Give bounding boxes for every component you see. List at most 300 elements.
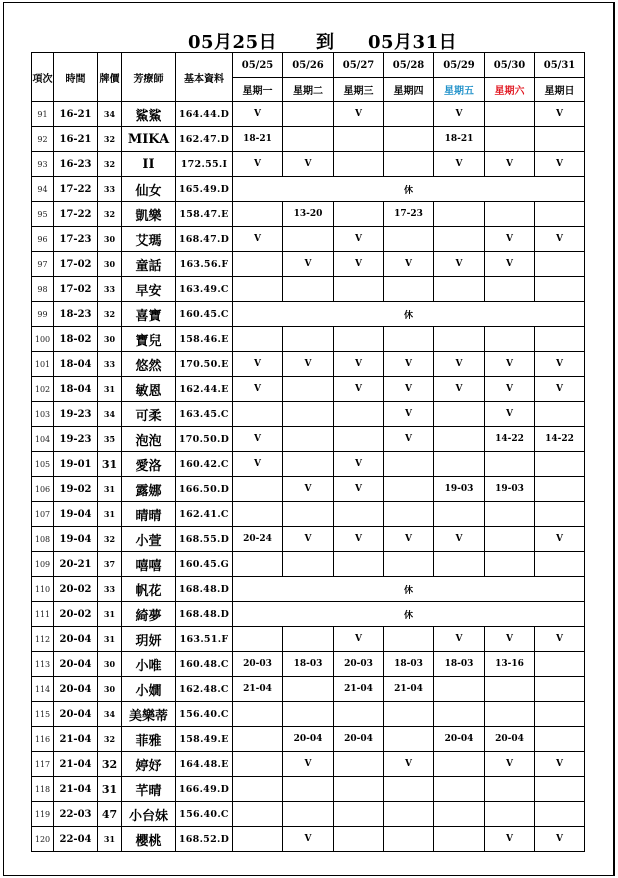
row-day-cell	[283, 402, 334, 427]
row-day-cell	[535, 727, 585, 752]
row-info: 168.55.D	[176, 527, 233, 552]
row-day-cell: V	[485, 402, 535, 427]
table-row	[32, 752, 585, 777]
row-seq: 116	[32, 727, 54, 752]
row-seq: 109	[32, 552, 54, 577]
row-day-cell: 21-04	[334, 677, 384, 702]
schedule-body	[32, 102, 585, 852]
row-rank: 31	[98, 377, 122, 402]
row-rank: 31	[98, 602, 122, 627]
row-day-cell	[384, 227, 434, 252]
schedule-header	[32, 53, 585, 102]
row-day-cell: V	[384, 352, 434, 377]
header-weekday: 星期一	[233, 78, 283, 102]
row-day-cell	[535, 252, 585, 277]
row-day-cell	[434, 777, 485, 802]
row-day-cell	[384, 502, 434, 527]
row-seq: 98	[32, 277, 54, 302]
row-day-cell	[485, 552, 535, 577]
row-day-cell	[434, 427, 485, 452]
row-day-cell	[535, 702, 585, 727]
row-day-cell: V	[233, 352, 283, 377]
row-day-cell: V	[334, 452, 384, 477]
row-day-cell: 18-03	[283, 652, 334, 677]
header-date: 05/29	[434, 53, 485, 78]
row-day-cell: V	[535, 152, 585, 177]
row-day-cell	[535, 652, 585, 677]
row-day-cell	[535, 552, 585, 577]
header-date: 05/25	[233, 53, 283, 78]
table-row	[32, 177, 585, 202]
row-time: 16-23	[54, 152, 98, 177]
header-weekday: 星期三	[334, 78, 384, 102]
row-day-cell: 21-04	[233, 677, 283, 702]
row-day-cell	[384, 327, 434, 352]
row-day-cell	[485, 277, 535, 302]
table-row	[32, 427, 585, 452]
table-row	[32, 702, 585, 727]
row-name: 晴晴	[122, 502, 176, 527]
row-day-cell	[233, 502, 283, 527]
row-day-cell: V	[283, 827, 334, 852]
row-day-cell	[535, 802, 585, 827]
row-day-cell	[485, 802, 535, 827]
row-seq: 115	[32, 702, 54, 727]
row-day-cell	[334, 127, 384, 152]
row-day-cell	[233, 402, 283, 427]
row-day-cell: V	[334, 252, 384, 277]
header-weekday: 星期二	[283, 78, 334, 102]
schedule-table	[31, 52, 585, 852]
row-time: 17-02	[54, 277, 98, 302]
row-day-cell: V	[535, 527, 585, 552]
row-day-cell	[535, 477, 585, 502]
row-day-cell: V	[233, 377, 283, 402]
row-time: 20-02	[54, 577, 98, 602]
table-row	[32, 827, 585, 852]
row-day-cell: V	[283, 152, 334, 177]
row-day-cell: 18-03	[384, 652, 434, 677]
row-time: 16-21	[54, 102, 98, 127]
row-day-cell: V	[485, 752, 535, 777]
row-day-cell	[434, 502, 485, 527]
row-seq: 104	[32, 427, 54, 452]
row-day-cell	[384, 802, 434, 827]
row-day-cell	[434, 802, 485, 827]
row-name: 婷妤	[122, 752, 176, 777]
table-row	[32, 252, 585, 277]
row-day-cell	[384, 452, 434, 477]
row-seq: 95	[32, 202, 54, 227]
row-day-cell	[485, 452, 535, 477]
row-rank: 30	[98, 252, 122, 277]
row-rank: 30	[98, 652, 122, 677]
row-day-cell	[384, 277, 434, 302]
row-day-off: 休	[233, 177, 585, 202]
row-day-cell	[434, 702, 485, 727]
row-day-cell: 20-03	[334, 652, 384, 677]
row-day-cell	[485, 127, 535, 152]
row-rank: 32	[98, 202, 122, 227]
header-seq: 項次	[32, 53, 54, 102]
row-name: 菲雅	[122, 727, 176, 752]
row-info: 160.42.C	[176, 452, 233, 477]
row-rank: 31	[98, 477, 122, 502]
row-day-cell	[485, 702, 535, 727]
row-day-cell: 20-04	[485, 727, 535, 752]
table-row	[32, 577, 585, 602]
table-row	[32, 377, 585, 402]
row-day-cell: V	[535, 377, 585, 402]
row-day-cell	[384, 477, 434, 502]
row-info: 160.48.C	[176, 652, 233, 677]
row-day-cell	[434, 552, 485, 577]
row-time: 17-02	[54, 252, 98, 277]
row-name: 童話	[122, 252, 176, 277]
row-info: 160.45.G	[176, 552, 233, 577]
row-rank: 32	[98, 752, 122, 777]
row-day-cell	[283, 377, 334, 402]
row-day-cell	[233, 252, 283, 277]
header-date: 05/27	[334, 53, 384, 78]
row-seq: 113	[32, 652, 54, 677]
row-name: 小台妹	[122, 802, 176, 827]
table-row	[32, 652, 585, 677]
row-day-cell: 20-24	[233, 527, 283, 552]
row-day-cell	[334, 752, 384, 777]
row-day-cell	[283, 552, 334, 577]
row-day-cell: V	[485, 827, 535, 852]
row-info: 160.45.C	[176, 302, 233, 327]
row-day-cell	[384, 777, 434, 802]
row-info: 168.47.D	[176, 227, 233, 252]
row-rank: 31	[98, 827, 122, 852]
row-name: 小唯	[122, 652, 176, 677]
row-info: 163.49.C	[176, 277, 233, 302]
row-day-cell	[283, 452, 334, 477]
table-row	[32, 477, 585, 502]
row-day-cell	[485, 777, 535, 802]
row-info: 168.52.D	[176, 827, 233, 852]
row-day-cell	[384, 552, 434, 577]
row-day-off: 休	[233, 302, 585, 327]
table-row	[32, 502, 585, 527]
table-row	[32, 627, 585, 652]
row-day-cell: V	[434, 627, 485, 652]
header-date: 05/28	[384, 53, 434, 78]
row-info: 162.47.D	[176, 127, 233, 152]
row-day-cell: V	[434, 527, 485, 552]
row-rank: 31	[98, 627, 122, 652]
row-day-cell	[434, 227, 485, 252]
row-seq: 107	[32, 502, 54, 527]
row-day-cell	[485, 527, 535, 552]
row-name: 鯊鯊	[122, 102, 176, 127]
row-day-cell: 20-03	[233, 652, 283, 677]
row-day-cell: V	[283, 527, 334, 552]
row-seq: 103	[32, 402, 54, 427]
header-info: 基本資料	[176, 53, 233, 102]
row-day-cell	[334, 777, 384, 802]
row-seq: 101	[32, 352, 54, 377]
row-name: 仙女	[122, 177, 176, 202]
row-day-cell	[334, 402, 384, 427]
row-seq: 100	[32, 327, 54, 352]
row-day-cell	[384, 827, 434, 852]
row-day-cell	[434, 752, 485, 777]
title-start-date: 05月25日	[188, 32, 278, 53]
row-day-cell	[283, 127, 334, 152]
row-day-cell: V	[535, 827, 585, 852]
row-name: 愛洛	[122, 452, 176, 477]
row-day-cell: V	[535, 352, 585, 377]
row-day-cell	[535, 777, 585, 802]
row-day-cell: V	[283, 352, 334, 377]
row-day-cell	[233, 277, 283, 302]
row-info: 162.41.C	[176, 502, 233, 527]
row-day-cell	[434, 277, 485, 302]
row-day-cell	[283, 427, 334, 452]
table-row	[32, 402, 585, 427]
row-seq: 93	[32, 152, 54, 177]
row-rank: 32	[98, 152, 122, 177]
row-day-cell: V	[334, 627, 384, 652]
row-day-cell	[434, 402, 485, 427]
row-day-cell	[535, 277, 585, 302]
row-rank: 30	[98, 327, 122, 352]
row-info: 163.56.F	[176, 252, 233, 277]
row-day-cell	[434, 452, 485, 477]
table-row	[32, 202, 585, 227]
row-day-cell: 21-04	[384, 677, 434, 702]
row-time: 20-04	[54, 627, 98, 652]
row-day-cell	[485, 202, 535, 227]
row-day-cell: V	[384, 427, 434, 452]
row-day-cell: V	[334, 377, 384, 402]
row-day-cell: V	[384, 527, 434, 552]
row-time: 21-04	[54, 727, 98, 752]
row-day-cell	[535, 677, 585, 702]
row-rank: 32	[98, 527, 122, 552]
row-day-cell	[485, 327, 535, 352]
row-day-cell: V	[434, 102, 485, 127]
row-day-cell: V	[485, 377, 535, 402]
row-name: MIKA	[122, 127, 176, 152]
row-info: 165.49.D	[176, 177, 233, 202]
table-row	[32, 302, 585, 327]
row-seq: 96	[32, 227, 54, 252]
row-day-cell: V	[384, 377, 434, 402]
row-day-cell	[485, 677, 535, 702]
row-day-cell: V	[535, 102, 585, 127]
row-seq: 94	[32, 177, 54, 202]
row-rank: 37	[98, 552, 122, 577]
row-day-cell: V	[384, 752, 434, 777]
header-name: 芳療師	[122, 53, 176, 102]
row-info: 164.48.E	[176, 752, 233, 777]
row-day-cell	[233, 477, 283, 502]
row-day-cell: 20-04	[434, 727, 485, 752]
row-day-cell	[334, 552, 384, 577]
row-day-cell	[485, 102, 535, 127]
row-time: 22-03	[54, 802, 98, 827]
row-day-cell: V	[233, 102, 283, 127]
title-end-date: 05月31日	[368, 32, 458, 53]
row-info: 168.48.D	[176, 577, 233, 602]
table-row	[32, 727, 585, 752]
row-day-cell	[535, 452, 585, 477]
row-day-cell: V	[233, 427, 283, 452]
row-info: 158.49.E	[176, 727, 233, 752]
table-row	[32, 327, 585, 352]
row-day-cell	[485, 502, 535, 527]
row-day-cell	[233, 752, 283, 777]
row-info: 162.44.E	[176, 377, 233, 402]
row-day-cell	[384, 727, 434, 752]
row-info: 170.50.D	[176, 427, 233, 452]
table-row	[32, 277, 585, 302]
row-rank: 35	[98, 427, 122, 452]
row-rank: 32	[98, 727, 122, 752]
row-time: 21-04	[54, 777, 98, 802]
row-day-cell	[334, 327, 384, 352]
row-day-cell: 14-22	[485, 427, 535, 452]
row-rank: 31	[98, 502, 122, 527]
row-time: 19-04	[54, 527, 98, 552]
row-day-cell: 18-21	[434, 127, 485, 152]
row-name: 嘻嘻	[122, 552, 176, 577]
table-row	[32, 777, 585, 802]
header-date: 05/26	[283, 53, 334, 78]
row-seq: 99	[32, 302, 54, 327]
table-row	[32, 227, 585, 252]
row-name: 櫻桃	[122, 827, 176, 852]
row-day-cell	[334, 702, 384, 727]
row-day-cell	[283, 227, 334, 252]
row-seq: 91	[32, 102, 54, 127]
row-day-cell	[283, 777, 334, 802]
row-day-cell: V	[334, 477, 384, 502]
row-day-cell	[334, 827, 384, 852]
row-name: 美樂蒂	[122, 702, 176, 727]
row-seq: 117	[32, 752, 54, 777]
row-day-cell	[233, 702, 283, 727]
row-day-cell: V	[384, 402, 434, 427]
row-day-cell	[384, 702, 434, 727]
row-day-cell: V	[535, 627, 585, 652]
row-time: 19-01	[54, 452, 98, 477]
row-rank: 33	[98, 577, 122, 602]
row-day-cell	[334, 152, 384, 177]
row-day-cell: V	[434, 377, 485, 402]
row-seq: 112	[32, 627, 54, 652]
row-name: 泡泡	[122, 427, 176, 452]
row-rank: 34	[98, 402, 122, 427]
table-row	[32, 152, 585, 177]
table-row	[32, 677, 585, 702]
header-date: 05/31	[535, 53, 585, 78]
row-day-cell	[434, 327, 485, 352]
row-day-cell: V	[434, 252, 485, 277]
row-time: 19-23	[54, 402, 98, 427]
row-rank: 31	[98, 777, 122, 802]
row-time: 19-04	[54, 502, 98, 527]
row-rank: 31	[98, 452, 122, 477]
row-name: II	[122, 152, 176, 177]
row-day-cell	[334, 277, 384, 302]
row-name: 玥妍	[122, 627, 176, 652]
row-day-cell: 13-20	[283, 202, 334, 227]
row-info: 158.46.E	[176, 327, 233, 352]
row-info: 156.40.C	[176, 802, 233, 827]
row-time: 18-02	[54, 327, 98, 352]
title-to-label: 到	[316, 32, 335, 53]
row-time: 16-21	[54, 127, 98, 152]
row-day-cell: V	[334, 102, 384, 127]
row-info: 162.48.C	[176, 677, 233, 702]
row-info: 163.45.C	[176, 402, 233, 427]
row-rank: 32	[98, 127, 122, 152]
row-seq: 106	[32, 477, 54, 502]
row-name: 露娜	[122, 477, 176, 502]
row-day-cell: 18-03	[434, 652, 485, 677]
row-day-cell	[535, 402, 585, 427]
row-time: 20-02	[54, 602, 98, 627]
row-info: 164.44.D	[176, 102, 233, 127]
row-day-cell	[384, 102, 434, 127]
row-day-cell: 20-04	[283, 727, 334, 752]
row-info: 158.47.E	[176, 202, 233, 227]
row-day-cell: 18-21	[233, 127, 283, 152]
row-seq: 110	[32, 577, 54, 602]
row-day-cell	[233, 777, 283, 802]
row-day-cell: V	[535, 227, 585, 252]
row-time: 19-23	[54, 427, 98, 452]
row-rank: 33	[98, 177, 122, 202]
row-day-cell	[233, 202, 283, 227]
row-name: 悠然	[122, 352, 176, 377]
row-rank: 34	[98, 102, 122, 127]
row-name: 艾瑪	[122, 227, 176, 252]
row-rank: 30	[98, 227, 122, 252]
row-name: 早安	[122, 277, 176, 302]
row-day-cell: 14-22	[535, 427, 585, 452]
row-day-cell: V	[485, 152, 535, 177]
row-seq: 102	[32, 377, 54, 402]
row-day-cell: 13-16	[485, 652, 535, 677]
row-rank: 47	[98, 802, 122, 827]
header-date: 05/30	[485, 53, 535, 78]
row-info: 156.40.C	[176, 702, 233, 727]
row-name: 綺夢	[122, 602, 176, 627]
table-row	[32, 102, 585, 127]
row-time: 18-23	[54, 302, 98, 327]
row-day-cell	[535, 327, 585, 352]
row-day-cell	[434, 827, 485, 852]
row-day-cell: V	[283, 752, 334, 777]
row-time: 20-04	[54, 652, 98, 677]
header-weekday: 星期六	[485, 78, 535, 102]
row-seq: 92	[32, 127, 54, 152]
header-time: 時間	[54, 53, 98, 102]
row-day-cell: V	[283, 477, 334, 502]
row-day-cell: 19-03	[485, 477, 535, 502]
row-time: 20-04	[54, 702, 98, 727]
row-day-cell	[384, 627, 434, 652]
row-info: 163.51.F	[176, 627, 233, 652]
row-day-cell: V	[334, 227, 384, 252]
header-rank: 牌價	[98, 53, 122, 102]
